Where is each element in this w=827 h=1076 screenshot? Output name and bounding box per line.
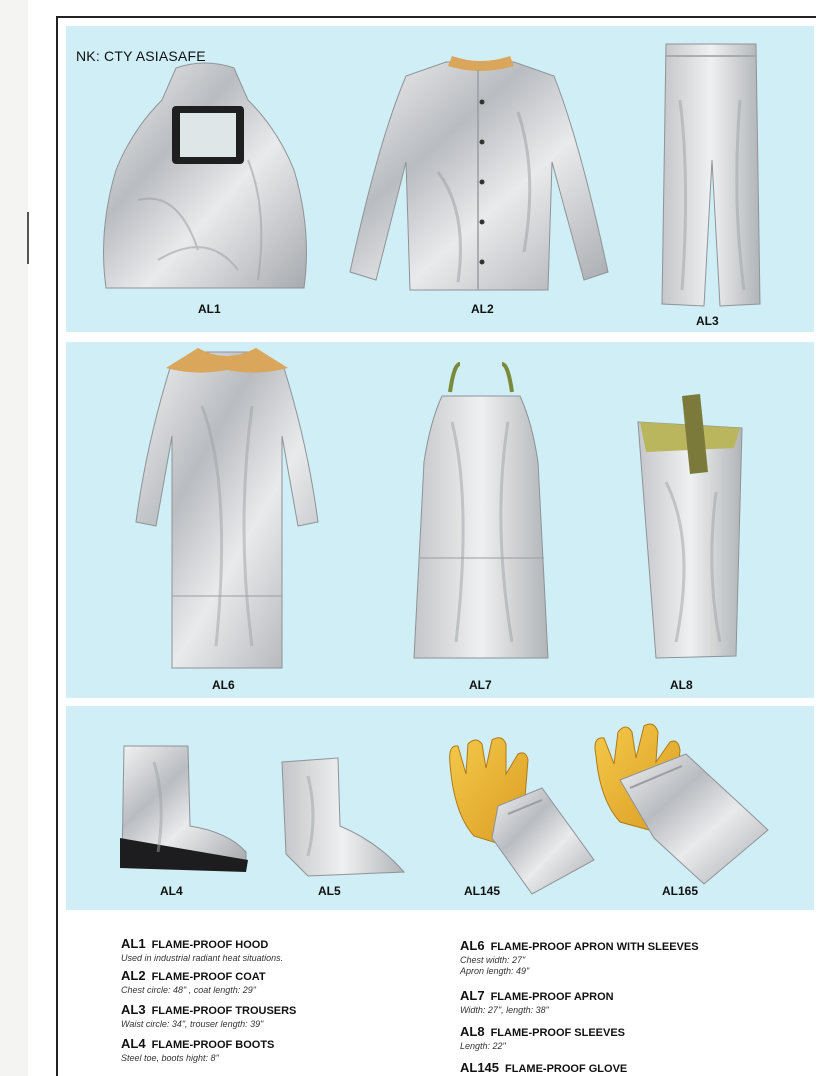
spec-title: FLAME-PROOF APRON WITH SLEEVES: [490, 941, 699, 953]
spec-title: FLAME-PROOF TROUSERS: [151, 1005, 297, 1017]
spec-code: AL7: [460, 988, 485, 1003]
item-code-al8: AL8: [670, 678, 693, 692]
item-code-al7: AL7: [469, 678, 492, 692]
spec-entry-al2: [121, 968, 266, 995]
spec-entry-al1: [121, 936, 283, 963]
glove-long-image: [590, 718, 770, 888]
page-border-left: [56, 16, 58, 1076]
spec-code: AL145: [460, 1060, 500, 1075]
spec-desc: Chest width: 27": [460, 955, 526, 965]
spec-entry-al8: [460, 1024, 625, 1051]
item-code-al5: AL5: [318, 884, 341, 898]
trousers-image: [660, 40, 764, 310]
spec-title: FLAME-PROOF SLEEVES: [490, 1027, 626, 1039]
item-code-al4: AL4: [160, 884, 183, 898]
glove-short-image: [444, 734, 596, 898]
spec-code: AL6: [460, 938, 485, 953]
item-code-al2: AL2: [471, 302, 494, 316]
spec-code: AL8: [460, 1024, 485, 1039]
apron-image: [412, 362, 550, 662]
spec-code: AL3: [121, 1002, 146, 1017]
spec-code: AL1: [121, 936, 146, 951]
spec-code: AL4: [121, 1036, 146, 1051]
spec-entry-al6: [460, 938, 699, 976]
spec-desc: Chest circle: 48" , coat length: 29": [121, 985, 256, 995]
spec-code: AL2: [121, 968, 146, 983]
spec-desc: Waist circle: 34", trouser length: 39": [121, 1019, 264, 1029]
boot-covers-image: [278, 756, 408, 880]
item-code-al6: AL6: [212, 678, 235, 692]
hood-image: [98, 60, 312, 296]
spec-desc: Length: 22": [460, 1041, 506, 1051]
spec-desc: Width: 27", length: 38": [460, 1005, 549, 1015]
item-code-al145: AL145: [464, 884, 501, 898]
spec-entry-al7: [460, 988, 614, 1015]
spec-title: FLAME-PROOF GLOVE: [505, 1063, 628, 1075]
item-code-al3: AL3: [696, 314, 719, 328]
coat-image: [348, 52, 612, 296]
spec-desc: Steel toe, boots hight: 8": [121, 1053, 219, 1063]
spec-entry-al4: [121, 1036, 274, 1063]
item-code-al1: AL1: [198, 302, 221, 316]
spec-desc: Used in industrial radiant heat situations.: [121, 953, 284, 963]
apron-with-sleeves-image: [132, 346, 322, 676]
spec-title: FLAME-PROOF HOOD: [151, 939, 269, 951]
brand-watermark: NK: CTY ASIASAFE: [76, 48, 206, 64]
page-margin: [0, 0, 28, 1076]
spec-desc-2: Apron length: 49": [460, 966, 530, 976]
spec-entry-al145: [460, 1060, 627, 1076]
spec-title: FLAME-PROOF APRON: [490, 991, 614, 1003]
item-code-al165: AL165: [662, 884, 699, 898]
spec-entry-al3: [121, 1002, 296, 1029]
sleeves-image: [636, 392, 746, 662]
page-border-top: [56, 16, 816, 18]
binding-mark: [27, 212, 29, 264]
spec-title: FLAME-PROOF COAT: [151, 971, 266, 983]
spec-title: FLAME-PROOF BOOTS: [151, 1039, 275, 1051]
boots-image: [118, 742, 254, 878]
